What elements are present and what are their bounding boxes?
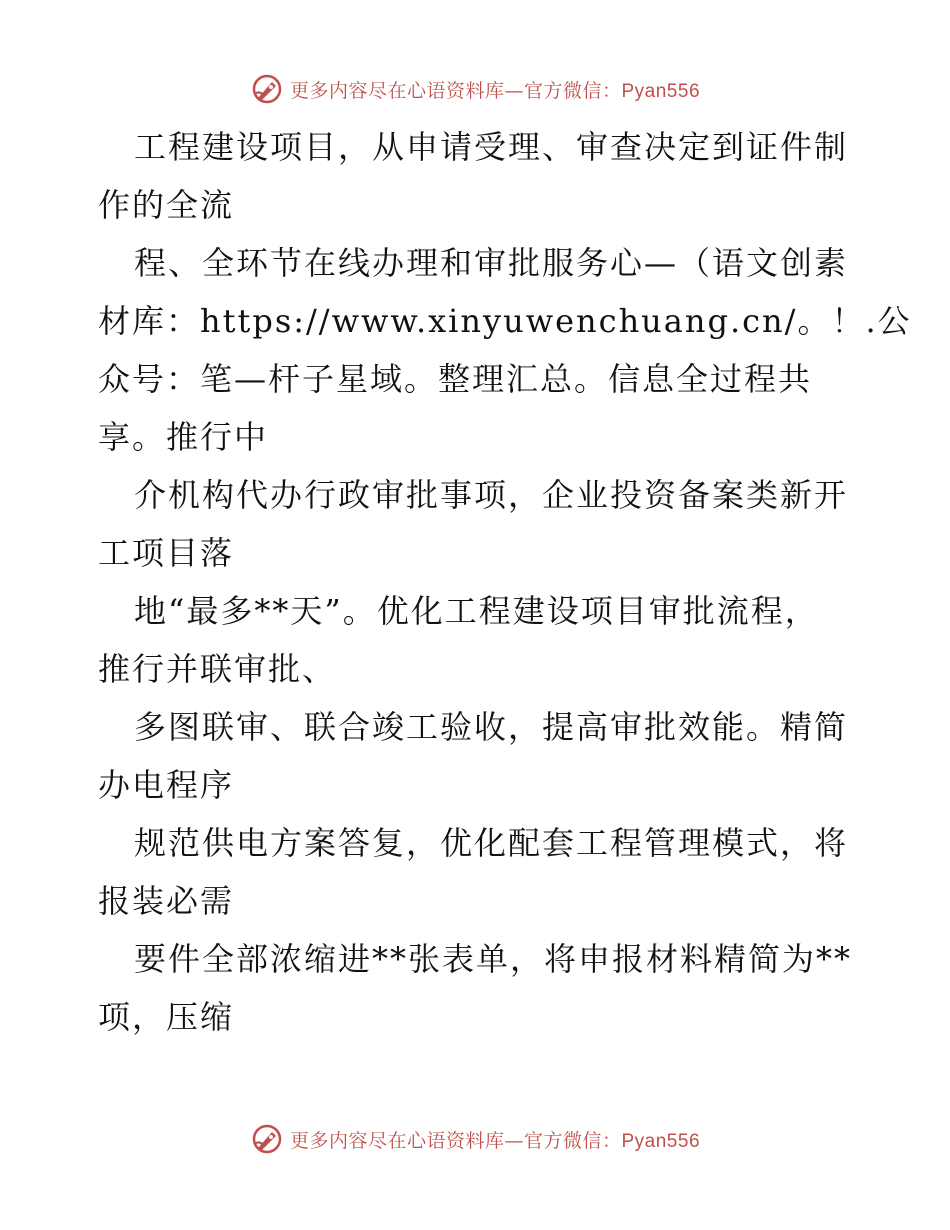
body-line: 程、全环节在线办理和审批服务心—（语文创素 [134,244,849,282]
header-text [290,76,700,103]
body-line: 推行并联审批、 [98,650,337,688]
footer-dash: — [504,1129,524,1152]
body-line: 工程建设项目，从申请受理、审查决定到证件制 [134,128,849,166]
header-wechat-label: 官方微信： [523,79,622,102]
document-body [98,118,912,1046]
body-line: 享。推行中 [98,418,269,456]
body-line: 项，压缩 [98,998,235,1036]
body-line: 办电程序 [98,766,235,804]
header-wechat-id: Pyan556 [621,80,701,102]
body-line: 众号：笔—杆子星域。整理汇总。信息全过程共 [98,360,813,398]
header-site-name: 更多内容尽在心语资料库 [289,79,505,102]
pen-nib-logo-icon [250,1122,284,1156]
body-line: 规范供电方案答复，优化配套工程管理模式，将 [134,824,849,862]
footer-banner [0,1122,950,1156]
body-line: 材库：https://www.xinyuwenchuang.cn/。！.公 [98,302,912,340]
body-line: 工项目落 [98,534,235,572]
body-line: 要件全部浓缩进**张表单，将申报材料精简为** [134,940,853,978]
footer-site-name: 更多内容尽在心语资料库 [289,1129,505,1152]
body-line: 报装必需 [98,882,235,920]
body-line: 地“最多**天”。优化工程建设项目审批流程， [134,592,819,630]
body-line: 多图联审、联合竣工验收，提高审批效能。精简 [134,708,849,746]
footer-text [290,1126,700,1153]
footer-wechat-label: 官方微信： [523,1129,622,1152]
body-line: 介机构代办行政审批事项，企业投资备案类新开 [134,476,849,514]
pen-nib-logo-icon [250,72,284,106]
header-banner [0,72,950,106]
footer-wechat-id: Pyan556 [621,1130,701,1152]
body-line: 作的全流 [98,186,235,224]
header-dash: — [504,79,524,102]
